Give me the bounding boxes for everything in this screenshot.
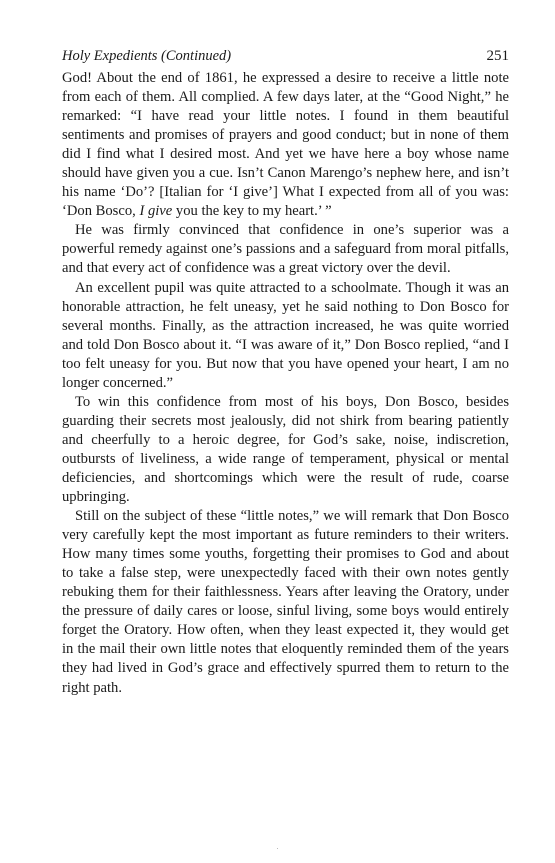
page-number: 251 (486, 48, 509, 64)
text-run: you the key to my heart.’ ” (172, 203, 332, 220)
paragraph (62, 279, 509, 393)
paragraph (62, 69, 509, 221)
book-page (62, 46, 509, 698)
paragraph (62, 221, 509, 278)
text-run: An excellent pupil was quite attracted to a schoolmate. Though it was an honorable attraction, he felt uneasy, yet he said nothing to Don Bosco for several months. Finally, as the attraction increased, he was quite worried and told Don Bosco about it. “I was aware of it,” Don Bosco replied, “and I too felt uneasy for you. But now that you have opened your heart, I am no longer concerned.” (62, 279, 509, 391)
text-run: Still on the subject of these “little notes,” we will remark that Don Bosco very carefully kept the most important as future reminders to their writers. How many times some youths, forgetting their promises to God and about to take a false step, were unexpectedly faced with their own notes gently rebuking them for their faithlessness. Years after leaving the Oratory, under the pressure of daily cares or loose, sinful living, some boys would entirely forget the Oratory. How often, when they least expected it, they would get in the mail their own little notes that eloquently reminded them of the years they had lived in God’s grace and effectively spurred them to return to the right path. (62, 508, 509, 696)
text-run: God! About the end of 1861, he expressed a desire to receive a little note from each of them. All complied. A few days later, at the “Good Night,” he remarked: “I have read your little notes. I found in them beautiful sentiments and promises of prayers and good conduct; but in none of them did I find what I desired most. And yet we have here a boy whose name should have given you a cue. Isn’t Canon Marengo’s nephew here, and isn’t his name ‘Do’? [Italian for ‘I give’] What I expected from all of you was: ‘Don Bosco, (62, 70, 509, 220)
paragraph (62, 393, 509, 507)
italic-text: I give (139, 203, 173, 220)
text-run: To win this confidence from most of his boys, Don Bosco, besides guarding their secrets most jealously, did not shirk from bearing patiently and cheerfully to a heroic degree, for God’s sake, noise, indiscretion, outbursts of liveliness, a wide range of temperament, physical or mental deficiencies, and shortcomings which were the result of rude, coarse upbringing. (62, 393, 509, 506)
paragraph (62, 507, 509, 697)
page-header (62, 46, 509, 66)
running-head: Holy Expedients (Continued) (62, 48, 232, 64)
text-run: He was firmly convinced that confidence in one’s superior was a powerful remedy against one’s passions and a safeguard from moral pitfalls, and that every act of confidence was a great victory over the devil. (62, 222, 509, 277)
scan-speck (277, 848, 278, 849)
body-text (62, 69, 509, 698)
